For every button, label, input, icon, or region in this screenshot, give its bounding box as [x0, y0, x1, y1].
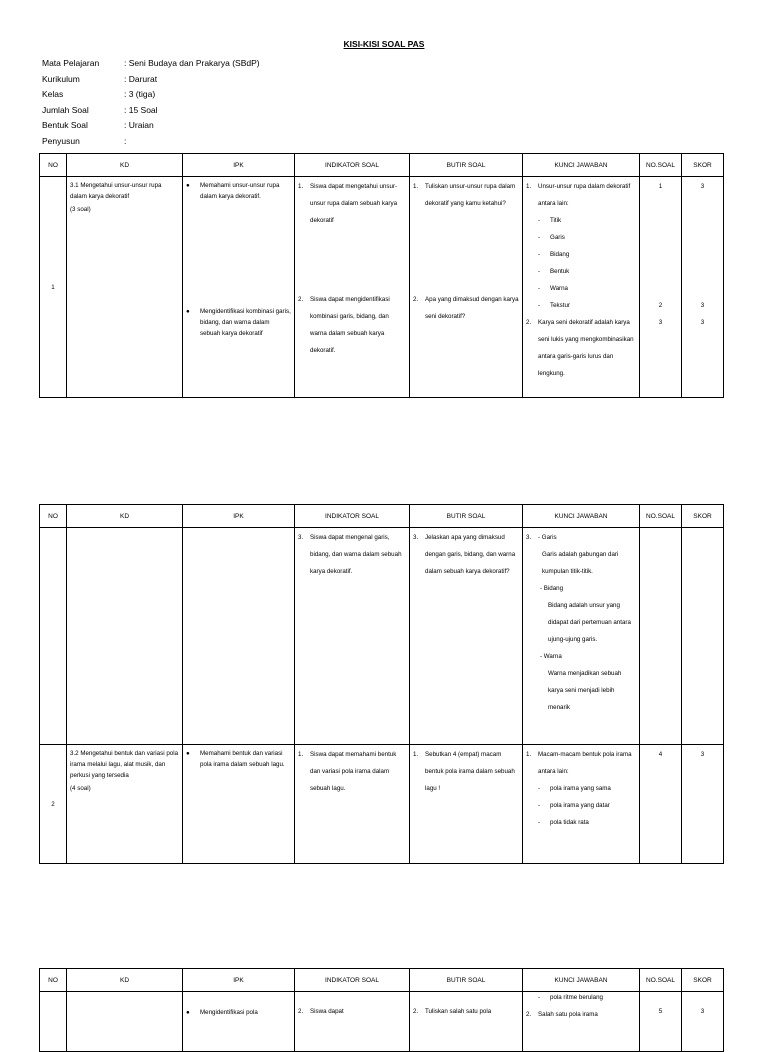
indikator-cell: [295, 177, 410, 398]
ipk-text: Memahami bentuk dan variasi pola irama dalam sebuah lagu.: [200, 750, 285, 768]
kunci-text: Garis adalah gabungan dari kumpulan titik-titik.: [542, 551, 619, 575]
kd-count: (4 soal): [70, 785, 91, 792]
list-item: [413, 291, 519, 325]
kunci-text: Unsur-unsur rupa dalam dekoratif antara lain:: [538, 183, 631, 207]
meta-value: : Seni Budaya dan Prakarya (SBdP): [124, 58, 260, 68]
kunci-cell: [523, 528, 640, 745]
kd-cell: [67, 528, 183, 745]
list-item: [186, 306, 291, 339]
butir-cell: [410, 745, 523, 864]
no-soal-cell: [640, 745, 682, 864]
grid-table-3: [39, 968, 724, 1052]
ipk-cell: [183, 177, 295, 398]
item-number: 2.: [413, 296, 419, 303]
item-number: 1.: [298, 183, 304, 190]
no-soal: 2: [658, 302, 663, 309]
meta-key: Jumlah Soal: [42, 104, 89, 115]
ipk-text: Mengidentifikasi kombinasi garis, bidang, dan warna dalam sebuah karya dekoratif: [200, 308, 291, 337]
document-title: KISI-KISI SOAL PAS: [343, 39, 425, 49]
header-no-soal: NO.SOAL: [640, 505, 682, 528]
no-soal-cell: [640, 992, 682, 1052]
butir-text: Tuliskan unsur-unsur rupa dalam dekoratif yang kamu ketahui?: [425, 183, 516, 207]
kunci-text: Macam-macam bentuk pola irama antara lain:: [538, 751, 632, 775]
item-number: 3.: [413, 534, 419, 541]
header-kunci: KUNCI JAWABAN: [523, 154, 640, 177]
butir-text: Sebutkan 4 (empat) macam bentuk pola irama dalam sebuah lagu !: [425, 751, 515, 792]
kunci-item: Warna: [550, 285, 568, 292]
ipk-cell: [183, 745, 295, 864]
item-number: 2.: [298, 1008, 304, 1015]
row-number: 2: [40, 745, 67, 864]
grid-table-1: [39, 153, 724, 398]
list-item: [413, 1003, 519, 1020]
list-item: [298, 1003, 406, 1020]
indikator-text: Siswa dapat mengenal garis, bidang, dan warna dalam sebuah karya dekoratif.: [310, 534, 402, 575]
header-ipk: IPK: [183, 969, 295, 992]
meta-key: Mata Pelajaran: [42, 58, 100, 68]
skor: 3: [700, 183, 705, 190]
no-soal-cell: [640, 528, 682, 745]
kunci-item: pola tidak rata: [550, 819, 589, 826]
indikator-text: Siswa dapat: [310, 1008, 344, 1015]
skor-cell: [682, 177, 724, 398]
header-butir: BUTIR SOAL: [410, 969, 523, 992]
item-number: 1.: [526, 751, 532, 758]
list-item: [186, 1007, 291, 1018]
header-kd: KD: [67, 505, 183, 528]
list-item: - Titik: [526, 212, 636, 229]
list-item: [526, 178, 636, 212]
header-skor: SKOR: [682, 505, 724, 528]
list-item: [298, 746, 406, 797]
header-ipk: IPK: [183, 505, 295, 528]
skor-cell: [682, 745, 724, 864]
table-row: [40, 992, 724, 1052]
meta-value: :: [124, 135, 127, 146]
item-number: 2.: [298, 296, 304, 303]
bullet-icon: ●: [186, 1009, 190, 1016]
ipk-text: Mengidentifikasi pola: [200, 1009, 258, 1016]
item-number: 1.: [526, 183, 532, 190]
header-no: NO: [40, 154, 67, 177]
kunci-item: pola irama yang datar: [550, 802, 610, 809]
meta-key: Bentuk Soal: [42, 120, 88, 130]
item-number: 1.: [413, 183, 419, 190]
item-number: 1.: [413, 751, 419, 758]
butir-text: Jelaskan apa yang dimaksud dengan garis, bidang, dan warna dalam sebuah karya dekoratif?: [425, 534, 516, 575]
header-kd: KD: [67, 154, 183, 177]
kunci-item: pola irama yang sama: [550, 785, 611, 792]
header-butir: BUTIR SOAL: [410, 154, 523, 177]
kunci-heading: - Warna: [540, 653, 562, 660]
no-soal-cell: [640, 177, 682, 398]
kunci-cell: [523, 745, 640, 864]
skor: 3: [700, 1008, 705, 1015]
header-kunci: KUNCI JAWABAN: [523, 969, 640, 992]
bullet-icon: ●: [186, 750, 190, 757]
item-number: 2.: [413, 1008, 419, 1015]
butir-text: Tuliskan salah satu pola: [425, 1008, 492, 1015]
kunci-cell: [523, 177, 640, 398]
item-number: 2.: [526, 319, 532, 326]
no-soal: 5: [658, 1008, 663, 1015]
skor: 3: [700, 751, 705, 758]
header-indikator: INDIKATOR SOAL: [295, 505, 410, 528]
meta-row: [42, 134, 260, 150]
list-item: [186, 746, 291, 770]
header-butir: BUTIR SOAL: [410, 505, 523, 528]
item-number: 3.: [526, 534, 532, 541]
list-item: [526, 314, 636, 382]
meta-row: [42, 103, 260, 119]
list-item: [298, 529, 406, 580]
item-number: 1.: [298, 751, 304, 758]
list-item: - pola irama yang datar: [526, 797, 636, 814]
meta-value: : Uraian: [124, 120, 154, 130]
item-number: 3.: [298, 534, 304, 541]
kunci-text: Salah satu pola irama: [538, 1011, 598, 1018]
indikator-text: Siswa dapat mengidentifikasi kombinasi garis, bidang, dan warna dalam sebuah karya dekoratif.: [310, 296, 390, 354]
ipk-text: Memahami unsur-unsur rupa dalam karya dekoratif.: [200, 182, 280, 200]
meta-row: [42, 56, 260, 72]
header-kd: KD: [67, 969, 183, 992]
list-item: [526, 1006, 636, 1023]
kd-cell: [67, 992, 183, 1052]
grid-table-2: [39, 504, 724, 864]
butir-cell: [410, 177, 523, 398]
meta-key: Penyusun: [42, 135, 80, 146]
list-item: [186, 178, 291, 202]
table-row: [40, 528, 724, 745]
skor: 3: [700, 302, 705, 309]
kunci-item: pola ritme berulang: [550, 994, 603, 1001]
item-number: 2.: [526, 1011, 532, 1018]
list-item: - pola ritme berulang: [526, 989, 636, 1006]
header-indikator: INDIKATOR SOAL: [295, 154, 410, 177]
kunci-item: Bidang: [550, 251, 570, 258]
indikator-cell: [295, 745, 410, 864]
list-item: - Bentuk: [526, 263, 636, 280]
list-item: [298, 291, 406, 359]
list-item: - Garis: [526, 229, 636, 246]
meta-key: Kurikulum: [42, 73, 80, 84]
table-header-row: [40, 154, 724, 177]
list-item: - Warna: [526, 280, 636, 297]
meta-value: : 15 Soal: [124, 104, 158, 115]
table-row: [40, 745, 724, 864]
kunci-item: Tekstur: [550, 302, 570, 309]
meta-key: Kelas: [42, 89, 64, 99]
header-kunci: KUNCI JAWABAN: [523, 505, 640, 528]
ipk-cell: [183, 528, 295, 745]
kd-text: 3.1 Mengetahui unsur-unsur rupa dalam karya dekoratif: [70, 182, 162, 200]
skor-cell: [682, 528, 724, 745]
header-no-soal: NO.SOAL: [640, 154, 682, 177]
skor-cell: [682, 992, 724, 1052]
row-number: [40, 528, 67, 745]
kd-text: 3.2 Mengetahui bentuk dan variasi pola irama melalui lagu, alat musik, dan perkusi yang tersedia: [70, 750, 179, 779]
indikator-cell: [295, 992, 410, 1052]
bullet-icon: ●: [186, 182, 190, 189]
kunci-item: Titik: [550, 217, 562, 224]
table-row: [40, 177, 724, 398]
kunci-item: Garis: [550, 234, 565, 241]
indikator-text: Siswa dapat mengetahui unsur-unsur rupa dalam sebuah karya dekoratif: [310, 183, 398, 224]
meta-value: : Darurat: [124, 73, 158, 84]
kunci-text: Warna menjadikan sebuah karya seni menjadi lebih menarik: [548, 670, 622, 711]
kunci-cell: [523, 992, 640, 1052]
row-number: [40, 992, 67, 1052]
list-item: [526, 529, 636, 546]
kunci-item: Bentuk: [550, 268, 570, 275]
skor: 3: [700, 319, 705, 326]
list-item: [413, 746, 519, 797]
header-no-soal: NO.SOAL: [640, 969, 682, 992]
document-meta: [42, 56, 260, 149]
meta-row: [42, 72, 260, 88]
list-item: [526, 746, 636, 780]
kunci-text: Karya seni dekoratif adalah karya seni lukis yang mengkombinasikan antara garis-garis lurus dan lengkung.: [538, 319, 634, 377]
table-header-row: [40, 505, 724, 528]
header-skor: SKOR: [682, 154, 724, 177]
header-indikator: INDIKATOR SOAL: [295, 969, 410, 992]
meta-value: : 3 (tiga): [124, 89, 156, 99]
header-ipk: IPK: [183, 154, 295, 177]
indikator-text: Siswa dapat memahami bentuk dan variasi pola irama dalam sebuah lagu.: [310, 751, 397, 792]
list-item: - Bidang: [526, 246, 636, 263]
meta-row: [42, 87, 260, 103]
list-item: [413, 529, 519, 580]
header-no: NO: [40, 505, 67, 528]
kd-count: (3 soal): [70, 206, 91, 213]
no-soal: 1: [658, 183, 663, 190]
ipk-cell: [183, 992, 295, 1052]
no-soal: 3: [658, 319, 663, 326]
butir-cell: [410, 992, 523, 1052]
kunci-heading: - Bidang: [540, 585, 564, 592]
header-skor: SKOR: [682, 969, 724, 992]
list-item: - Tekstur: [526, 297, 636, 314]
list-item: - pola tidak rata: [526, 814, 636, 831]
kd-cell: [67, 177, 183, 398]
list-item: [413, 178, 519, 212]
kunci-heading: - Garis: [538, 534, 557, 541]
no-soal: 4: [658, 751, 663, 758]
list-item: [298, 178, 406, 229]
kunci-text: Bidang adalah unsur yang didapat dari pertemuan antara ujung-ujung garis.: [548, 602, 631, 643]
bullet-icon: ●: [186, 308, 190, 315]
row-number: 1: [40, 177, 67, 398]
meta-row: [42, 118, 260, 134]
header-no: NO: [40, 969, 67, 992]
indikator-cell: [295, 528, 410, 745]
butir-text: Apa yang dimaksud dengan karya seni dekoratif?: [425, 296, 519, 320]
list-item: - pola irama yang sama: [526, 780, 636, 797]
kd-cell: [67, 745, 183, 864]
butir-cell: [410, 528, 523, 745]
